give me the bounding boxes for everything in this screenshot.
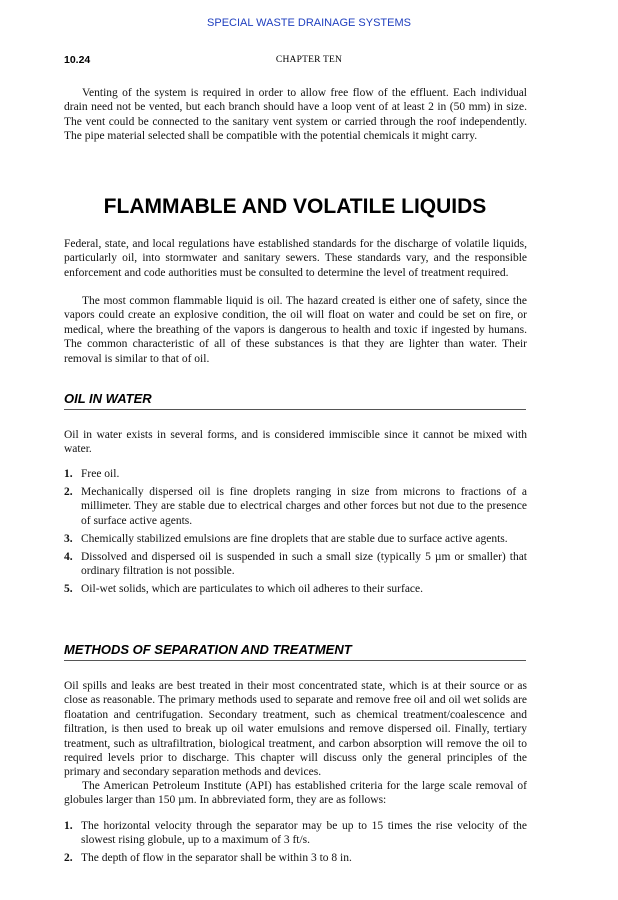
list-item-text: Chemically stabilized emulsions are fine droplets that are stable due to surface active agents.: [81, 532, 508, 545]
list-item: [64, 582, 527, 596]
subsection-heading-oil-in-water: OIL IN WATER: [64, 391, 526, 410]
intro-paragraph: Venting of the system is required in order to allow free flow of the effluent. Each individual drain need not be vented, but each branch should have a loop vent of at least 2 in (50 mm) in size. The vent could be connected to the sanitary vent system or carried through the roof independently. The pipe material selected shall be compatible with the potential chemicals it might carry.: [64, 87, 527, 143]
list-item-number: 2.: [64, 485, 73, 498]
list-item: [64, 485, 527, 528]
list-item: [64, 851, 527, 865]
oil-forms-list: [64, 467, 527, 600]
list-item-text: Oil-wet solids, which are particulates to which oil adheres to their surface.: [81, 582, 424, 595]
list-item-number: 1.: [64, 468, 73, 480]
list-item-text: The horizontal velocity through the separator may be up to 15 times the rise velocity of the slowest rising globule, up to a maximum of 3 ft/s.: [81, 820, 527, 847]
chapter-label: CHAPTER TEN: [275, 55, 343, 65]
methods-paragraph-2: The American Petroleum Institute (API) has established criteria for the large scale removal of globules larger than 150 µm. In abbreviated form, they are as follows:: [64, 780, 527, 807]
list-item-text: Dissolved and dispersed oil is suspended in such a small size (typically 5 µm or smaller) that ordinary filtration is not possible.: [81, 550, 527, 577]
page-number: 10.24: [64, 54, 91, 66]
running-head: SPECIAL WASTE DRAINAGE SYSTEMS: [207, 17, 411, 29]
list-item-text: Mechanically dispersed oil is fine droplets ranging in size from microns to fractions of a millimeter. They are stable due to electrical charges and other forces but not due to the presence of surface active agents.: [81, 485, 527, 527]
list-item: [64, 819, 527, 848]
list-item-number: 4.: [64, 550, 73, 563]
list-item-text: Free oil.: [81, 468, 120, 480]
oil-in-water-intro: Oil in water exists in several forms, and is considered immiscible since it cannot be mixed with water.: [64, 429, 527, 456]
subsection-heading-methods: METHODS OF SEPARATION AND TREATMENT: [64, 642, 526, 661]
list-item: [64, 532, 527, 546]
list-item: [64, 467, 527, 481]
list-item-number: 3.: [64, 532, 73, 545]
api-criteria-list: [64, 819, 527, 869]
list-item-text: The depth of flow in the separator shall be within 3 to 8 in.: [81, 852, 352, 865]
flammable-paragraph-1: Federal, state, and local regulations have established standards for the discharge of volatile liquids, particularly oil, into stormwater and sanitary sewers. These standards vary, and the responsible enforcement and code authorities must be consulted to determine the level of treatment required.: [64, 238, 527, 279]
methods-paragraph-1: Oil spills and leaks are best treated in their most concentrated state, which is at their source or as close as reasonable. The primary methods used to separate and remove free oil and oil wet solids are floatation and centrifugation. Secondary treatment, such as chemical treatment/coalescence and filtration, is then used to break up oil water emulsions and remove dispersed oil. Finally, tertiary treatment, such as ultrafiltration, biological treatment, and carbon absorption will remove the oil to required levels prior to discharge. This chapter will discuss only the general principles of the primary and secondary separation methods and devices.: [64, 680, 527, 779]
section-heading-flammable: FLAMMABLE AND VOLATILE LIQUIDS: [103, 195, 487, 218]
list-item-number: 1.: [64, 820, 73, 832]
flammable-paragraph-2: The most common flammable liquid is oil. The hazard created is either one of safety, since the vapors could create an explosive condition, the oil will float on water and could be set on fire, or medical, where the breathing of the vapors is dangerous to health and toxic if ingested by humans. The common characteristic of all of these substances is that they are lighter than water. Their removal is similar to that of oil.: [64, 295, 527, 365]
list-item-number: 5.: [64, 582, 73, 595]
list-item-number: 2.: [64, 852, 73, 865]
list-item: [64, 550, 527, 579]
